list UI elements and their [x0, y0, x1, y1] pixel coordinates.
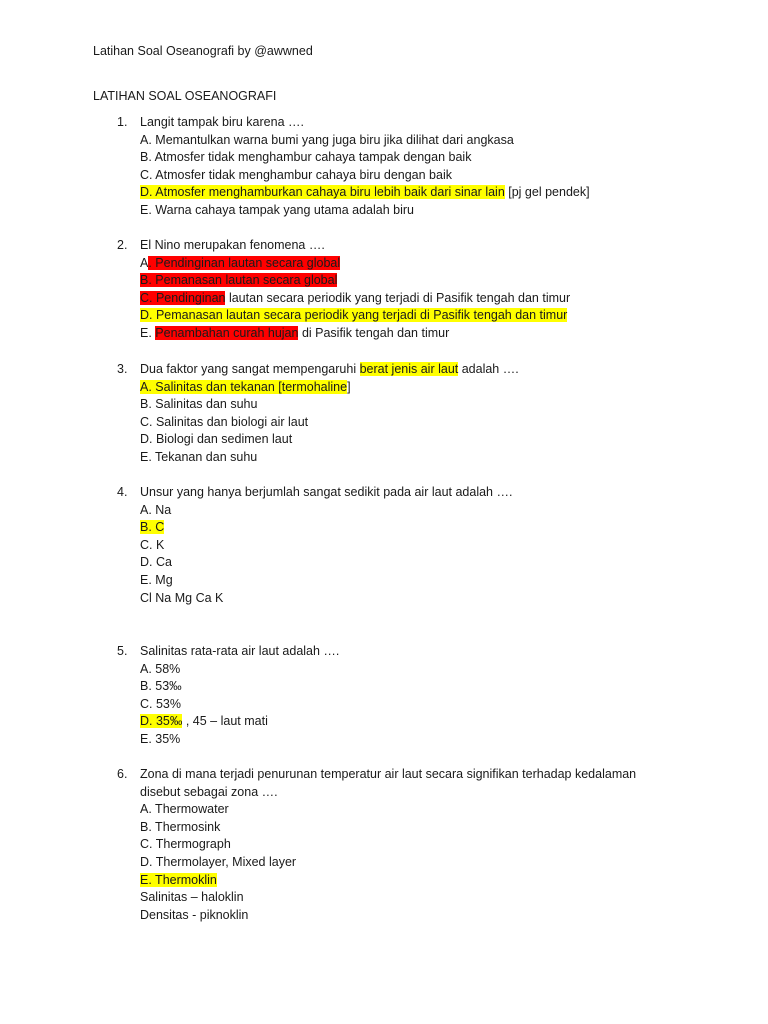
answer-line: [140, 661, 677, 679]
text-segment: E. Warna cahaya tampak yang utama adalah biru: [140, 202, 414, 217]
answer-line: [140, 167, 677, 185]
text-segment: C. Thermograph: [140, 837, 231, 852]
text-segment: C. 53%: [140, 696, 181, 711]
question-3: [117, 361, 677, 467]
text-segment: E.: [140, 325, 156, 340]
text-segment: adalah ….: [458, 362, 519, 376]
answer-line: [140, 731, 677, 749]
question-text: [140, 643, 677, 661]
question-1: [117, 114, 677, 220]
highlighted-text: . Pendinginan lautan secara global: [148, 255, 341, 270]
document-title: LATIHAN SOAL OSEANOGRAFI: [93, 89, 277, 103]
answer-line: [140, 801, 677, 819]
text-segment: E. 35%: [140, 731, 181, 746]
question-body: [140, 361, 677, 467]
answer-line: [140, 396, 677, 414]
answer-line: [140, 854, 677, 872]
answer-line: [140, 379, 677, 397]
highlighted-text: E. Thermoklin: [140, 872, 217, 887]
highlighted-text: C. Pendinginan: [140, 290, 226, 305]
text-segment: ]: [347, 379, 351, 394]
question-5: [117, 643, 677, 749]
highlighted-text: B. Pemanasan lautan secara global: [140, 273, 338, 288]
answer-line: [140, 431, 677, 449]
question-number: 4.: [117, 485, 128, 499]
answer-line: [140, 872, 677, 890]
text-segment: C. Salinitas dan biologi air laut: [140, 414, 309, 429]
text-segment: B. Salinitas dan suhu: [140, 397, 258, 412]
question-body: [140, 643, 677, 749]
text-segment: lautan secara periodik yang terjadi di Pasifik tengah dan timur: [225, 290, 571, 305]
text-segment: Unsur yang hanya berjumlah sangat sedikit pada air laut adalah ….: [140, 485, 513, 499]
answer-line: [140, 272, 677, 290]
page-header: Latihan Soal Oseanografi by @awwned: [93, 44, 313, 58]
answer-line: [140, 696, 677, 714]
answer-line: [140, 554, 677, 572]
text-segment: A. Memantulkan warna bumi yang juga biru jika dilihat dari angkasa: [140, 132, 514, 147]
highlighted-text: D. 35‰: [140, 714, 183, 729]
question-text: [140, 766, 677, 784]
text-segment: di Pasifik tengah dan timur: [298, 325, 450, 340]
question-number: 3.: [117, 362, 128, 376]
answer-line: [140, 132, 677, 150]
text-segment: C. K: [140, 537, 165, 552]
text-segment: [pj gel pendek]: [504, 185, 590, 200]
answer-line: [140, 502, 677, 520]
question-number: 6.: [117, 767, 128, 781]
answer-line: [140, 590, 677, 608]
answer-line: [140, 519, 677, 537]
text-segment: Langit tampak biru karena ….: [140, 115, 304, 129]
question-body: [140, 114, 677, 220]
text-segment: Densitas - piknoklin: [140, 907, 249, 922]
answer-line: [140, 202, 677, 220]
text-segment: A: [140, 255, 149, 270]
answer-line: [140, 149, 677, 167]
question-body: [140, 237, 677, 343]
question-number: 1.: [117, 115, 128, 129]
question-text: [140, 361, 677, 379]
text-segment: B. Atmosfer tidak menghambur cahaya tampak dengan baik: [140, 150, 472, 165]
text-segment: Dua faktor yang sangat mempengaruhi: [140, 362, 360, 376]
answer-line: [140, 907, 677, 925]
question-2: [117, 237, 677, 343]
text-segment: D. Ca: [140, 555, 172, 570]
answer-line: [140, 414, 677, 432]
text-segment: D. Thermolayer, Mixed layer: [140, 854, 297, 869]
text-segment: El Nino merupakan fenomena ….: [140, 238, 325, 252]
question-body: [140, 484, 677, 607]
question-6: [117, 766, 677, 924]
text-segment: Zona di mana terjadi penurunan temperatur air laut secara signifikan terhadap kedalaman: [140, 767, 637, 781]
answer-line: [140, 836, 677, 854]
highlighted-text: D. Pemanasan lautan secara periodik yang terjadi di Pasifik tengah dan timur: [140, 308, 568, 323]
answer-line: [140, 572, 677, 590]
text-segment: D. Biologi dan sedimen laut: [140, 432, 293, 447]
question-number: 5.: [117, 644, 128, 658]
text-segment: B. Thermosink: [140, 819, 221, 834]
highlighted-text: berat jenis air laut: [359, 362, 459, 376]
answer-line: [140, 325, 677, 343]
answer-line: [140, 819, 677, 837]
answer-line: [140, 449, 677, 467]
answer-line: [140, 537, 677, 555]
answer-line: [140, 290, 677, 308]
text-segment: A. 58%: [140, 661, 181, 676]
answer-line: [140, 713, 677, 731]
text-segment: disebut sebagai zona ….: [140, 784, 278, 799]
answer-line: [140, 307, 677, 325]
highlighted-text: B. C: [140, 520, 165, 535]
text-segment: Salinitas rata-rata air laut adalah ….: [140, 644, 340, 658]
question-text: [140, 237, 677, 255]
answer-line: [140, 784, 677, 802]
text-segment: E. Tekanan dan suhu: [140, 449, 258, 464]
text-segment: A. Thermowater: [140, 802, 229, 817]
highlighted-text: D. Atmosfer menghamburkan cahaya biru lebih baik dari sinar lain: [140, 185, 505, 200]
question-text: [140, 114, 677, 132]
text-segment: B. 53‰: [140, 679, 182, 694]
text-segment: Cl Na Mg Ca K: [140, 590, 224, 605]
question-body: [140, 766, 677, 924]
answer-line: [140, 889, 677, 907]
text-segment: E. Mg: [140, 572, 173, 587]
highlighted-text: A. Salinitas dan tekanan [termohaline: [140, 379, 348, 394]
text-segment: C. Atmosfer tidak menghambur cahaya biru dengan baik: [140, 167, 452, 182]
highlighted-text: Penambahan curah hujan: [155, 325, 299, 340]
question-number: 2.: [117, 238, 128, 252]
question-4: [117, 484, 677, 607]
text-segment: , 45 – laut mati: [182, 714, 268, 729]
question-text: [140, 484, 677, 502]
text-segment: Salinitas – haloklin: [140, 890, 244, 905]
answer-line: [140, 678, 677, 696]
text-segment: A. Na: [140, 502, 172, 517]
answer-line: [140, 184, 677, 202]
answer-line: [140, 255, 677, 273]
